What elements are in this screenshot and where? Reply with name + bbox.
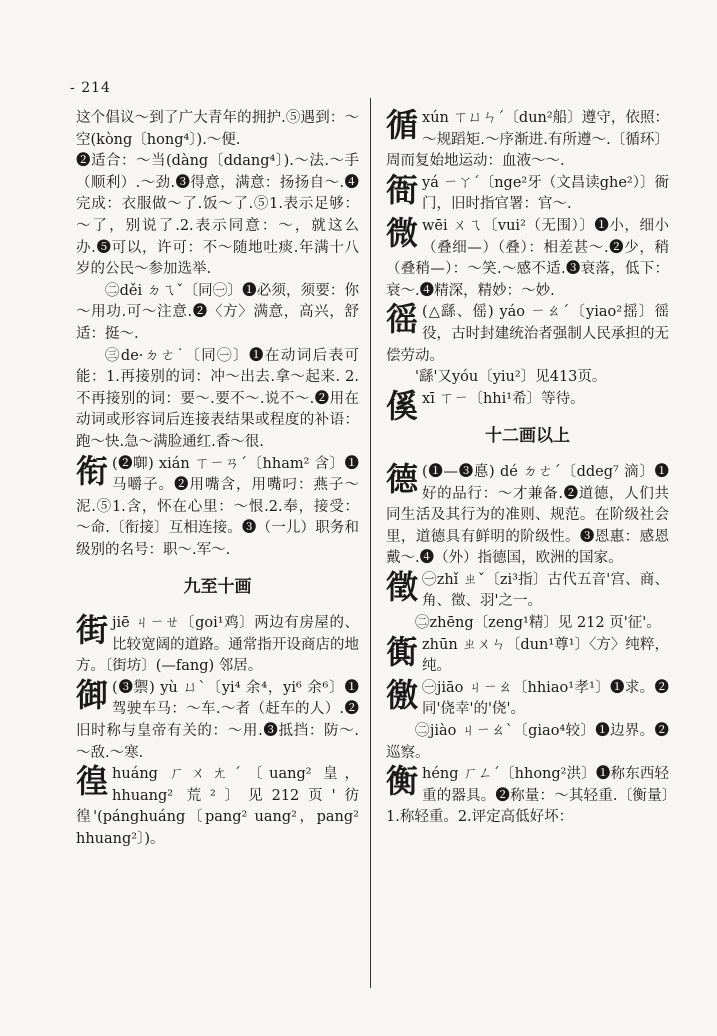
dictionary-entry	[386, 567, 669, 613]
page-number: - 214	[70, 80, 111, 96]
section-title: 九至十画	[183, 577, 252, 598]
dictionary-entry	[386, 170, 669, 216]
dictionary-entry	[76, 613, 359, 678]
entry-text: xún ㄒㄩㄣˊ〔dun²船〕遵守，依照：～规蹈矩.～序渐进.有所遵～.〔循环〕周而复始地运动：血液～～.	[386, 110, 669, 170]
dictionary-entry	[386, 386, 669, 425]
paragraph: ❷适合：～当(dàng〔ddang⁴〕).～法.～手（顺利）.～劲.❸得意，满意：扬扬自～.❹完成：衣服做～了.饭～了.⑤1.表示足够：～了，别说了.2.表示同意：～，就这么办.❺可以，许可：不～随地吐痰.年满十八岁的公民～参加选举.	[76, 153, 359, 278]
paragraph: 这个倡议～到了广大青年的拥护.⑤遇到：～空(kòng〔hong⁴〕).～便.	[76, 110, 359, 148]
entry-note: '繇'又yóu〔yiu²〕见413页。	[415, 369, 607, 386]
paragraph: ㊂de·ㄉㄜ˙〔同㊀〕❶在动词后表可能：1.再接别的词：冲～出去.拿～起来. 2.不再接别的词：要～.要不～.说不～.❷用在动词或形容词后连接表结果或程度的补语：跑～快.急～满脸通红.香～很.	[76, 347, 359, 450]
entry-sense: ㊁zhēng〔zeng¹精〕见 212 页'征'。	[415, 615, 661, 632]
entry-variant: (❶—❸悳)	[422, 463, 495, 480]
entry-text: ㊀jiāo ㄐㄧㄠ〔hhiao¹孝¹〕❶求。❷同'侥幸'的'侥'。	[422, 679, 669, 718]
entry-text: wēi ㄨㄟ〔vui²（无围）〕❶小，细小（叠细—）（叠）：相差甚～.❷少，稍（叠稍—）：～笑.～感不适.❸衰落，低下：衰～.❹精深，精妙：～妙.	[386, 217, 669, 299]
right-column	[386, 108, 669, 829]
entry-text: jiē ㄐㄧㄝ〔goi¹鸡〕两边有房屋的、比较宽阔的道路。通常指开设商店的地方。〔街坊〕(—fang) 邻居。	[76, 615, 359, 675]
entry-headword: 德	[386, 459, 419, 498]
entry-text: huáng ㄏㄨㄤˊ〔uang² 皇，hhuang² 荒²〕见212页'彷徨'(pánghuáng〔pang² uang²，pang² hhuang²〕)。	[76, 766, 359, 847]
dictionary-entry	[76, 675, 359, 764]
entry-headword: 微	[386, 213, 419, 252]
entry-headword: 街	[76, 611, 109, 650]
section-title: 十二画以上	[485, 426, 570, 447]
entry-text: xián ㄒㄧㄢˊ〔hham² 含〕❶马嚼子。❷用嘴含，用嘴叼：燕子～泥.⑤1.含，怀在心里：～恨.2.奉，接受：～命.〔衔接〕互相连接。❸（一儿）职务和级别的名号：职～.军～.	[76, 455, 359, 558]
entry-text: zhūn ㄓㄨㄣ〔dun¹尊¹〕〈方〉纯粹，纯。	[422, 636, 669, 675]
entry-text: yù ㄩˋ〔yi⁴ 余⁴，yi⁶ 余⁶〕❶驾驶车马：～车.～者（赶车的人）.❷旧时称与皇帝有关的：～用.❸抵挡：防～.～敌.～寒.	[76, 679, 359, 761]
dictionary-entry	[386, 213, 669, 302]
entry-sense: ㊁jiào ㄐㄧㄠˋ〔giao⁴较〕❶边界。❷巡察。	[386, 723, 669, 761]
entry-variant: (△繇、傜)	[422, 304, 494, 321]
column-divider	[370, 98, 371, 988]
entry-headword: 衡	[386, 762, 419, 801]
entry-headword: 衠	[386, 632, 419, 671]
entry-headword: 衔	[76, 451, 109, 490]
left-column	[76, 108, 359, 851]
entry-text: yá ㄧㄚˊ〔nge²牙（文昌读ghe²）〕衙门，旧时指官署：官～.	[422, 174, 669, 213]
entry-headword: 御	[76, 675, 109, 714]
entry-text: xī ㄒㄧ〔hhi¹希〕等待。	[422, 390, 585, 407]
paragraph: ㊁děi ㄉㄟˇ〔同㊀〕❶必须，须要：你～用功.可～注意.❷〈方〉满意，高兴，舒适：挺～.	[76, 282, 359, 342]
entry-text: yáo ㄧㄠˊ〔yiao²摇〕徭役，古时封建统治者强制人民承担的无偿劳动。	[386, 304, 669, 364]
dictionary-entry	[386, 632, 669, 678]
entry-headword: 衙	[386, 170, 419, 209]
dictionary-entry	[76, 764, 359, 850]
dictionary-entry	[386, 764, 669, 829]
entry-text: ㊀zhǐ ㄓˇ〔zi³指〕古代五音'宫、商、角、徵、羽'之一。	[422, 571, 669, 610]
dictionary-entry	[386, 108, 669, 173]
entry-headword: 徼	[386, 675, 419, 714]
dictionary-entry	[76, 451, 359, 562]
entry-variant: (❷啣)	[112, 455, 154, 472]
entry-headword: 徵	[386, 567, 419, 606]
entry-text: héng ㄏㄥˊ〔hhong²洪〕❶称东西轻重的器具。❷称量：～其轻重.〔衡量〕1.称轻重。2.评定高低好坏：	[386, 766, 669, 826]
entry-headword: 傒	[386, 386, 419, 425]
entry-headword: 循	[386, 106, 419, 144]
dictionary-entry	[386, 302, 669, 367]
entry-text: dé ㄉㄜˊ〔ddeg⁷ 滴〕❶好的品行：～才兼备.❷道德，人们共同生活及其行为的准则、规范。在阶级社会里，道德具有鲜明的阶级性。❸恩惠：感恩戴～.❹（外）指德国，欧洲的国家。	[386, 463, 669, 567]
entry-variant: (❸禦)	[112, 679, 155, 696]
dictionary-entry	[386, 459, 669, 570]
entry-headword: 徨	[76, 762, 109, 801]
dictionary-entry	[386, 675, 669, 721]
entry-headword: 徭	[386, 300, 419, 339]
